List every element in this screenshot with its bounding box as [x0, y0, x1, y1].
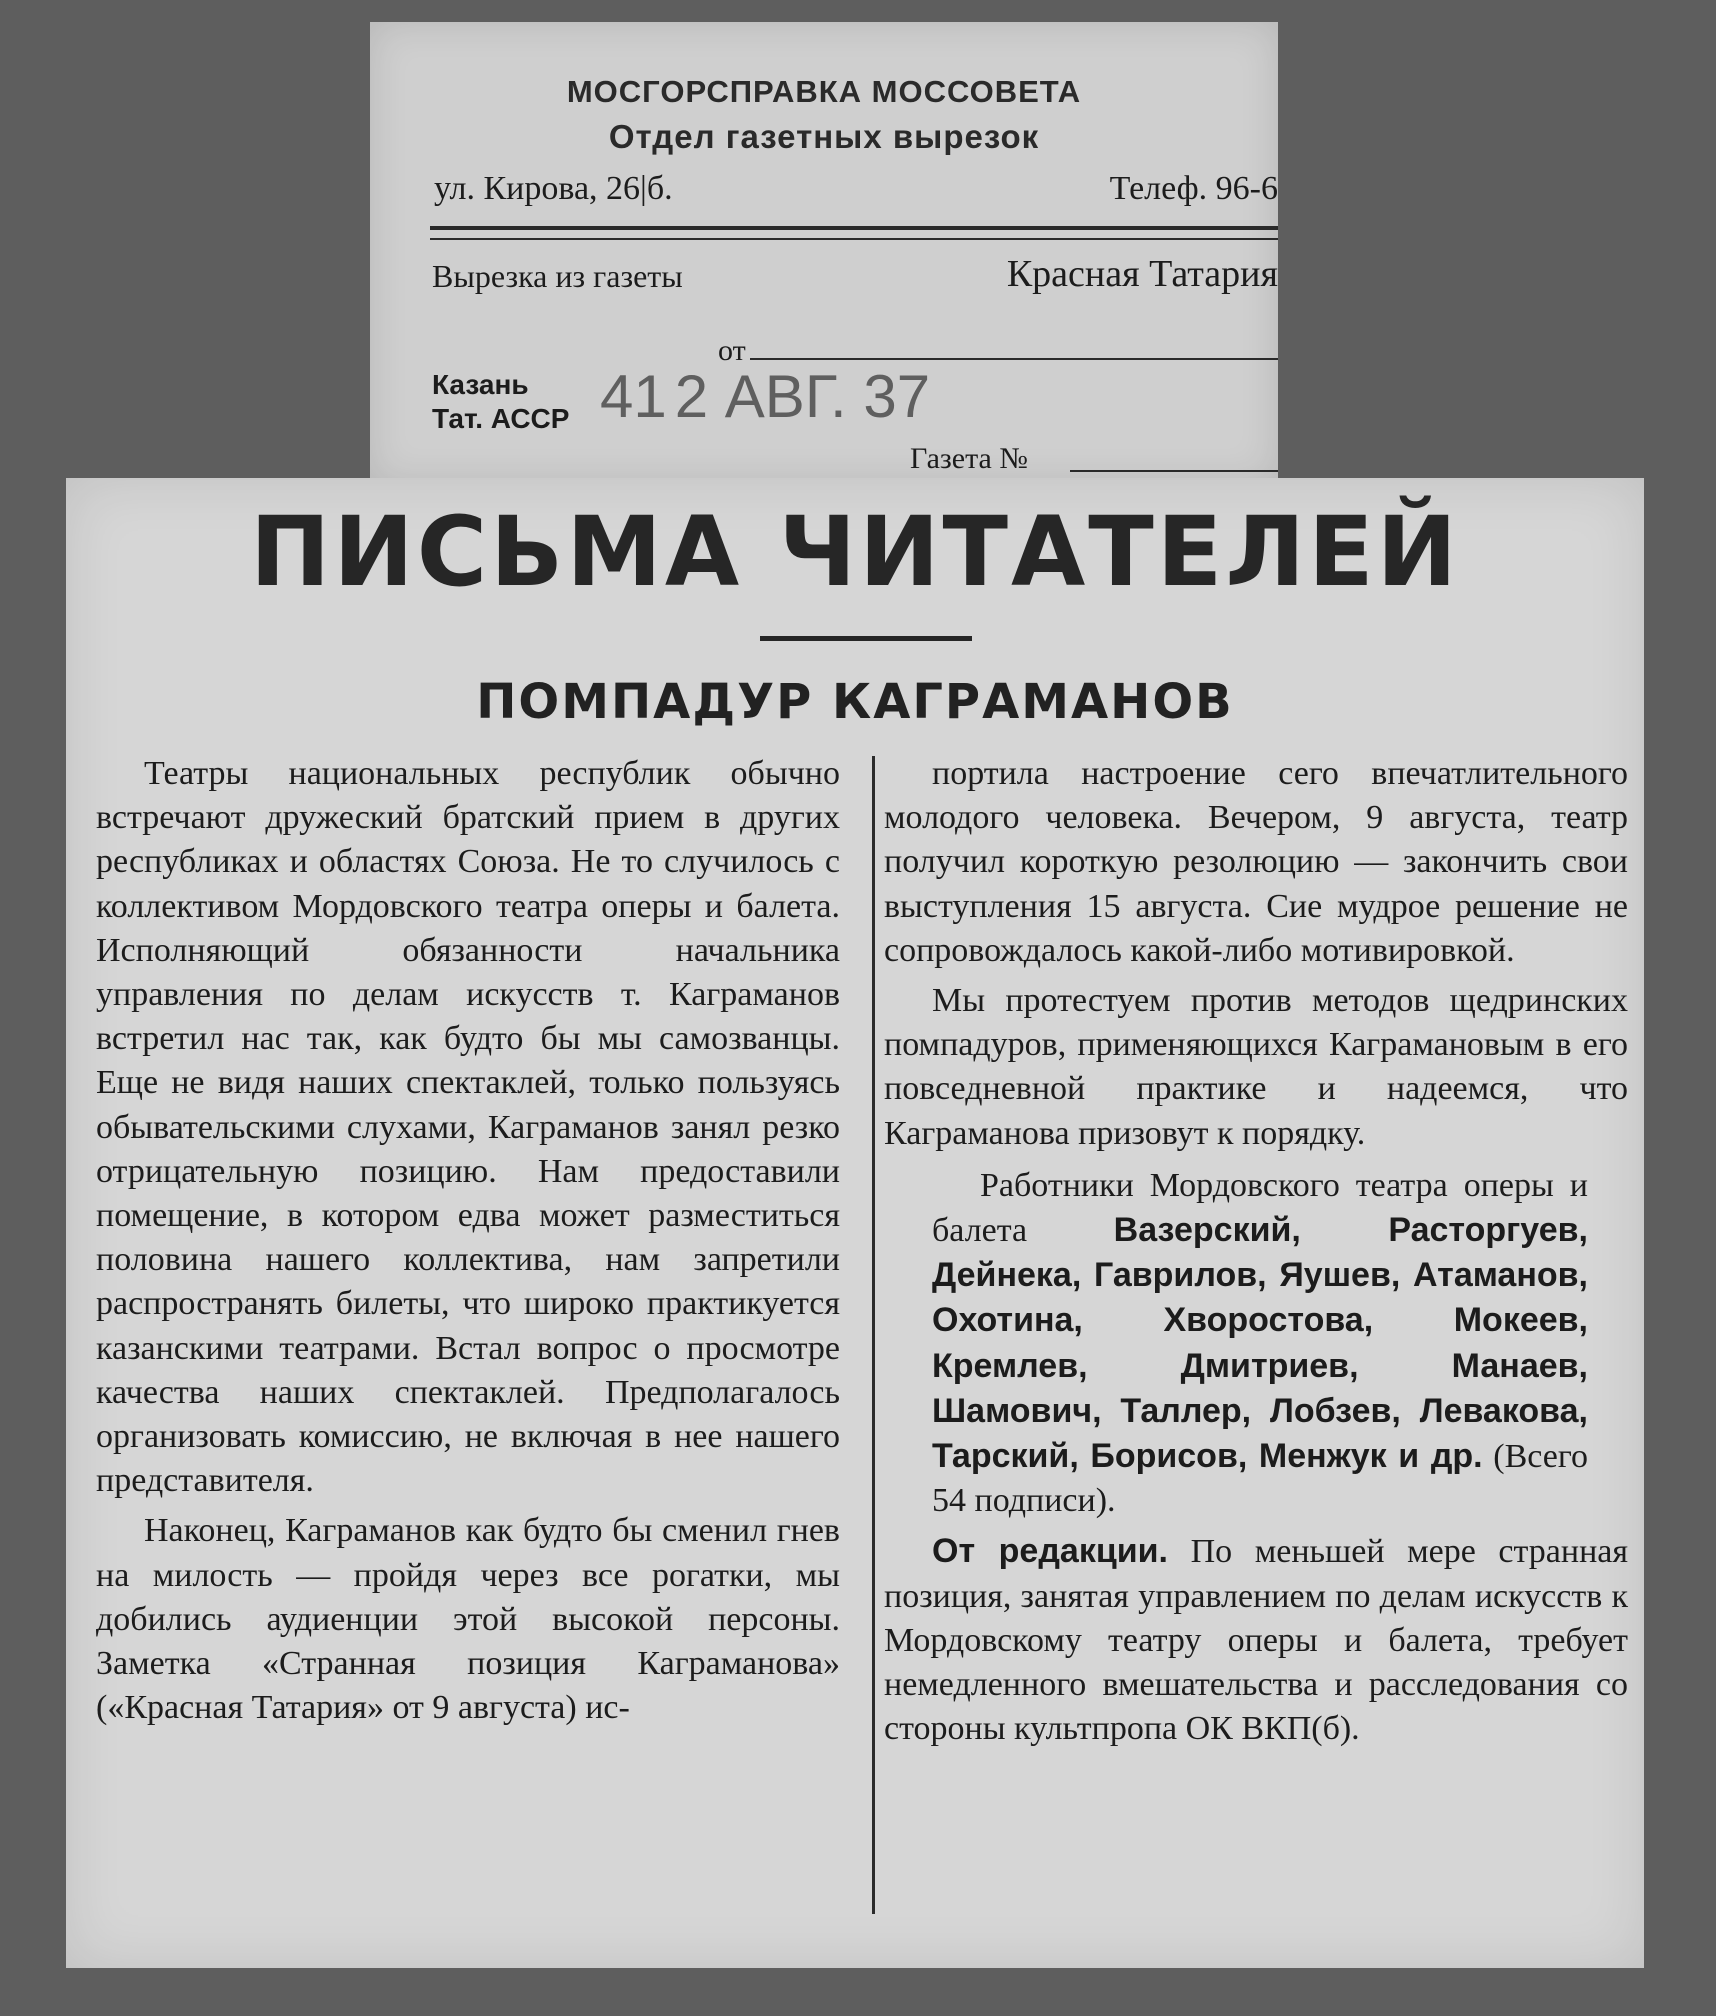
editorial-text: По меньшей мере странная позиция, занятая управлением по делам искусств к Мордовскому театру оперы и балета, требует немедленного вмешательства и расследования со стороны культпропа ОК ВКП(б). [884, 1533, 1628, 1748]
clipping-bureau-label-card [370, 22, 1278, 484]
left-paragraph-2: Наконец, Каграманов как будто бы сменил гнев на милость — пройдя через все рогатки, мы добились аудиенции этой высокой персоны. Заметка «Странная позиция Каграманова» («Красная Татария» от 9 августа) ис- [96, 1512, 840, 1727]
signature-names: Вазерский, Расторгуев, Дейнека, Гаврилов, Яушев, Атаманов, Охотина, Хворостова, Мокеев, Кремлев, Дмитриев, Манаев, Шамович, Таллер, Лобзев, Левакова, Тарский, Борисов, Менжук и др. [932, 1211, 1589, 1476]
card-divider [430, 226, 1278, 230]
date-stamp [600, 362, 938, 431]
headline-rule [760, 636, 972, 641]
issue-number-label: Газета № [910, 442, 1028, 475]
city-name: Казань [432, 369, 529, 400]
clipping-from-label: Вырезка из газеты [432, 258, 683, 294]
editorial-note [884, 1529, 1628, 1751]
right-paragraph-2: Мы протестуем против методов щедринских помпадуров, применяющихся Каграмановым в его повседневной практике и надеемся, что Каграманова призовут к порядку. [884, 982, 1628, 1152]
signatures [932, 1164, 1588, 1524]
column-divider [872, 756, 875, 1914]
left-paragraph-1: Театры национальных республик обычно встречают дружеский братский прием в других республиках и областях Союза. Не то случилось с коллективом Мордовского театра оперы и балета. Исполняющий обязанности начальника управления по делам искусств т. Каграманов встретил нас так, как будто бы мы самозванцы. Еще не видя наших спектаклей, только пользуясь обывательскими слухами, Каграманов занял резко отрицательную позицию. Нам предоставили помещение, в котором едва может разместиться половина нашего коллектива, нам запретили распространять билеты, что широко практикуется казанскими театрами. Встал вопрос о просмотре качества наших спектаклей. Предполагалось организовать комиссию, не включая в нее нашего представителя. [96, 755, 840, 1500]
section-title: ПИСЬМА ЧИТАТЕЛЕЙ [250, 496, 1460, 608]
newspaper-clipping [66, 478, 1644, 1968]
issue-fill-line [1070, 470, 1278, 472]
signature-total: (Всего 54 подписи). [932, 1438, 1588, 1520]
bureau-phone: Телеф. 96-6 [1109, 170, 1278, 207]
signature-intro: Работники Мордовского театра оперы и балета [932, 1166, 1588, 1250]
bureau-department: Отдел газетных вырезок [608, 118, 1040, 155]
date-fill-line [750, 358, 1278, 360]
bureau-name: МОСГОРСПРАВКА МОССОВЕТА [566, 74, 1082, 109]
stamp-date: 2 АВГ. 37 [674, 363, 931, 430]
editorial-label: От редакции. [932, 1532, 1168, 1571]
article-headline: ПОМПАДУР КАГРАМАНОВ [476, 674, 1234, 730]
date-from-label: от [718, 334, 746, 367]
republic-name: Тат. АССР [432, 403, 570, 434]
right-column [884, 752, 1628, 1751]
stamp-number: 41 [600, 363, 667, 430]
city-block [432, 368, 569, 436]
right-paragraph-1: портила настроение сего впечатлительного молодого человека. Вечером, 9 августа, театр получил короткую резолюцию — закончить свои выступления 15 августа. Сие мудрое решение не сопровождалось какой-либо мотивировкой. [884, 755, 1628, 969]
left-column [96, 752, 840, 1730]
card-divider-thin [430, 238, 1278, 240]
bureau-address: ул. Кирова, 26|б. [434, 170, 673, 207]
newspaper-name: Красная Татария [1006, 253, 1278, 295]
